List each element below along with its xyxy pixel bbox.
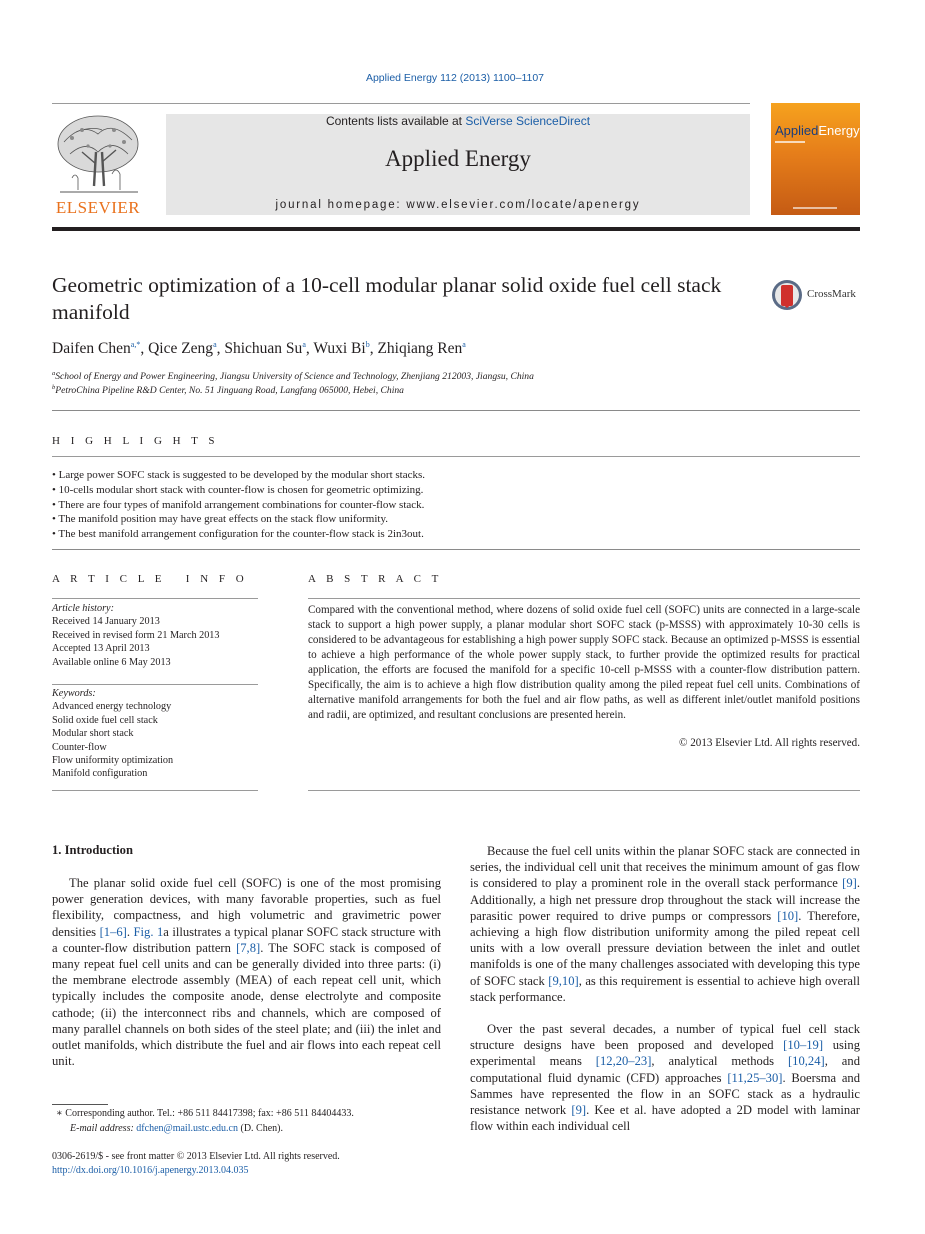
publisher-name: ELSEVIER: [55, 198, 141, 217]
paragraph-text: The planar solid oxide fuel cell (SOFC) is one of the most promising power generation devices, with many favorable properties, such as fuel flexibility, compactness, and high volumetric and gravimetric power densities: [52, 876, 441, 939]
divider: [52, 456, 860, 457]
email-link[interactable]: dfchen@mail.ustc.edu.cn: [136, 1122, 238, 1134]
author-name: Wuxi Bi: [313, 340, 366, 357]
contents-line: [166, 114, 750, 128]
author-superscript[interactable]: b: [365, 339, 370, 349]
paragraph-text: Over the past several decades, a number of typical fuel cell stack structure designs have been proposed and developed: [470, 1022, 860, 1053]
article-title: Geometric optimization of a 10-cell modular planar solid oxide fuel cell stack manifold: [52, 273, 722, 324]
history-label: Article history:: [52, 603, 114, 614]
footnote-email: E-mail address: dfchen@mail.ustc.edu.cn (D. Chen).: [70, 1122, 283, 1134]
keyword-item: Modular short stack: [52, 728, 134, 740]
journal-banner: [166, 114, 750, 215]
crossmark-badge[interactable]: [771, 279, 866, 311]
author-name: Zhiqiang Ren: [377, 340, 463, 357]
citation-link[interactable]: [12,20–23]: [595, 1054, 652, 1069]
citation-link[interactable]: [10,24]: [787, 1054, 825, 1069]
affiliations: [52, 370, 534, 397]
author-superscript[interactable]: a: [213, 339, 217, 349]
citation-link[interactable]: [7,8]: [236, 940, 261, 955]
citation-link[interactable]: [1–6]: [99, 924, 127, 939]
history-item: Received 14 January 2013: [52, 616, 160, 628]
cover-title-energy: Energy: [818, 123, 860, 138]
paragraph-text: a illustrates a typical planar SOFC stack structure with a counter-flow distribution pattern: [52, 924, 441, 955]
keyword-item: Flow uniformity optimization: [52, 755, 174, 767]
highlight-item: • 10-cells modular short stack with counter-flow is chosen for geometric optimizing.: [52, 483, 424, 496]
homepage-url[interactable]: www.elsevier.com/locate/apenergy: [406, 199, 641, 211]
divider: [308, 790, 860, 791]
crossmark-icon: [771, 279, 803, 311]
citation-link[interactable]: [9,10]: [548, 973, 579, 988]
keyword-item: Counter-flow: [52, 741, 107, 753]
divider: [308, 598, 860, 599]
header-top-rule: [52, 103, 750, 104]
paragraph-text: .: [126, 924, 134, 939]
history-item: Accepted 13 April 2013: [52, 643, 150, 655]
keyword-item: Solid oxide fuel cell stack: [52, 714, 158, 726]
front-matter: [52, 1150, 340, 1177]
keyword-item: Manifold configuration: [52, 768, 148, 780]
affiliation: $^a$School of Energy and Power Engineering, Jiangsu University of Science and Technology, Zhenjiang 212003, Jiangsu, China: [52, 369, 534, 382]
footnote: [56, 1107, 354, 1136]
author-name: Qice Zeng: [148, 340, 214, 357]
journal-title: Applied Energy: [385, 146, 531, 171]
paragraph-text: , as this requirement is essential to achieve high overall stack performance.: [470, 973, 860, 1004]
affiliation: $^b$PetroChina Pipeline R&D Center, No. 51 Jinguang Road, Langfang 065000, Hebei, China: [52, 383, 404, 396]
paragraph-text: . Kee et al. have adopted a 2D model with laminar flow within each individual cell: [470, 1103, 861, 1134]
intro-paragraph-1: [52, 875, 441, 1069]
citation-link[interactable]: [10]: [777, 908, 799, 923]
divider: [52, 410, 860, 411]
cover-footer-mark: [793, 207, 837, 209]
citation-link[interactable]: [11,25–30]: [727, 1070, 783, 1085]
article-info-heading: A R T I C L E I N F O: [52, 573, 248, 585]
article-history: [52, 602, 262, 669]
paragraph-text: Because the fuel cell units within the planar SOFC stack are connected in series, the individual cell unit that receives the minimum amount of gas flow is considered to play a prominent role in the overall stack performance: [470, 844, 860, 891]
intro-paragraph-3: [470, 1021, 860, 1134]
sciencedirect-link[interactable]: SciVerse ScienceDirect: [465, 114, 591, 128]
citation-link[interactable]: Fig. 1: [133, 924, 164, 939]
paragraph-text: . Boersma and Sammes have represented the flow in an SOFC stack as a hydraulic resistance network: [470, 1070, 860, 1118]
paragraph-text: . Therefore, achieving a high flow distribution uniformity among the piled repeat cell units with a low overall pressure deviation between the inlet and outlet manifolds is one of the many challenges associated with developing this type of SOFC stack: [470, 908, 860, 988]
homepage-prefix: journal homepage:: [275, 199, 407, 211]
author-superscript[interactable]: a: [462, 339, 466, 349]
doi-link[interactable]: http://dx.doi.org/10.1016/j.apenergy.2013.04.035: [52, 1164, 249, 1176]
keywords-label: Keywords:: [52, 688, 96, 699]
abstract-heading: A B S T R A C T: [308, 573, 443, 585]
cover-decoration: [775, 141, 805, 143]
keyword-item: Advanced energy technology: [52, 701, 172, 713]
highlight-item: • The best manifold arrangement configuration for the counter-flow stack is 2in3out.: [52, 528, 424, 541]
intro-paragraph-2: [470, 843, 860, 1005]
section-heading: 1. Introduction: [52, 843, 133, 857]
paragraph-text: , and computational fluid dynamic (CFD) approaches: [470, 1054, 860, 1085]
highlights-heading: H I G H L I G H T S: [52, 435, 219, 447]
highlight-item: • The manifold position may have great effects on the stack flow uniformity.: [52, 513, 389, 526]
cover-title-applied: Applied: [775, 123, 819, 138]
citation-link[interactable]: [9]: [842, 876, 857, 891]
crossmark-label: CrossMark: [807, 288, 856, 300]
abstract-text: Compared with the conventional method, where dozens of solid oxide fuel cell (SOFC) units are connected in a large-scale stack to support a high power supply, a planar modular short SOFC stack (p-MSSS) with approximately 10-30 cells is considered to be advantageous for establishing a high power supply SOFC stack. Because an optimized p-MSSS is essential to achieve a high performance of the whole power supply stack, to further provide the optimized results for practical application, the efforts are focused the manifold for a specific 10-cell p-MSSS with a counter-flow distribution pattern. Specifically, the aim is to achieve a high flow distribution quality among the piled repeat fuel cell units. Combinations of alternative manifold arrangements for both the fuel and air flow paths, as well as different inlet/outlet manifold positions and radii, are optimized, and resultant conclusions are presented herein.: [308, 604, 860, 721]
keywords: [52, 687, 262, 781]
paragraph-text: , analytical methods: [651, 1054, 788, 1069]
history-item: Received in revised form 21 March 2013: [52, 629, 220, 641]
issn-line: 0306-2619/$ - see front matter © 2013 Elsevier Ltd. All rights reserved.: [52, 1151, 340, 1162]
history-item: Available online 6 May 2013: [52, 656, 171, 668]
author-name: Daifen Chen: [52, 340, 131, 357]
contents-prefix: Contents lists available at: [325, 114, 466, 128]
abstract-copyright: © 2013 Elsevier Ltd. All rights reserved.: [679, 737, 860, 749]
author-list: Daifen Chen$^{a,*}$, Qice Zeng$^a$, Shichuan Su$^a$, Wuxi Bi$^b$, Zhiqiang Ren$^a$: [52, 339, 466, 357]
elsevier-logo[interactable]: [52, 112, 144, 216]
author-superscript[interactable]: a,*: [130, 339, 141, 349]
divider: [52, 598, 258, 599]
citation-link[interactable]: [10–19]: [783, 1038, 824, 1053]
paragraph-text: . Additionally, a high net pressure drop throughout the stack will increase the parasitic power required to drive pumps or compressors: [470, 876, 860, 923]
paragraph-text: using experimental means: [470, 1038, 860, 1069]
journal-reference[interactable]: Applied Energy 112 (2013) 1100–1107: [365, 72, 545, 84]
divider: [52, 684, 258, 685]
divider: [52, 790, 258, 791]
footnote-corresponding: ∗ Corresponding author. Tel.: +86 511 84417398; fax: +86 511 84404433.: [56, 1108, 354, 1119]
homepage-line: [166, 199, 750, 211]
header-thick-rule: [52, 227, 860, 231]
citation-link[interactable]: [9]: [571, 1103, 587, 1118]
highlight-item: • Large power SOFC stack is suggested to be developed by the modular short stacks.: [52, 469, 426, 481]
highlights-list: [52, 468, 425, 542]
author-superscript[interactable]: a: [302, 339, 306, 349]
elsevier-tree-icon: [52, 112, 144, 200]
paragraph-text: . The SOFC stack is composed of many repeat fuel cell units and can be generally divided into three parts: (i) the membrane electrode assembly (MEA) of each repeat cell unit, which typically includes the composite anode, dense electrolyte and composite cathode; (ii) the interconnect ribs and channels, which are composed of many parallel channels on both sides of the steel plate; and (iii) the inlet and outlet manifolds, which distribute the fuel and air flows into each repeat cell unit.: [52, 940, 441, 1069]
highlight-item: • There are four types of manifold arrangement combinations for counter-flow stack.: [52, 498, 425, 511]
footnote-rule: [52, 1104, 108, 1105]
author-name: Shichuan Su: [224, 340, 303, 357]
journal-cover[interactable]: [771, 103, 860, 215]
cover-title: [775, 123, 860, 138]
divider: [52, 549, 860, 550]
